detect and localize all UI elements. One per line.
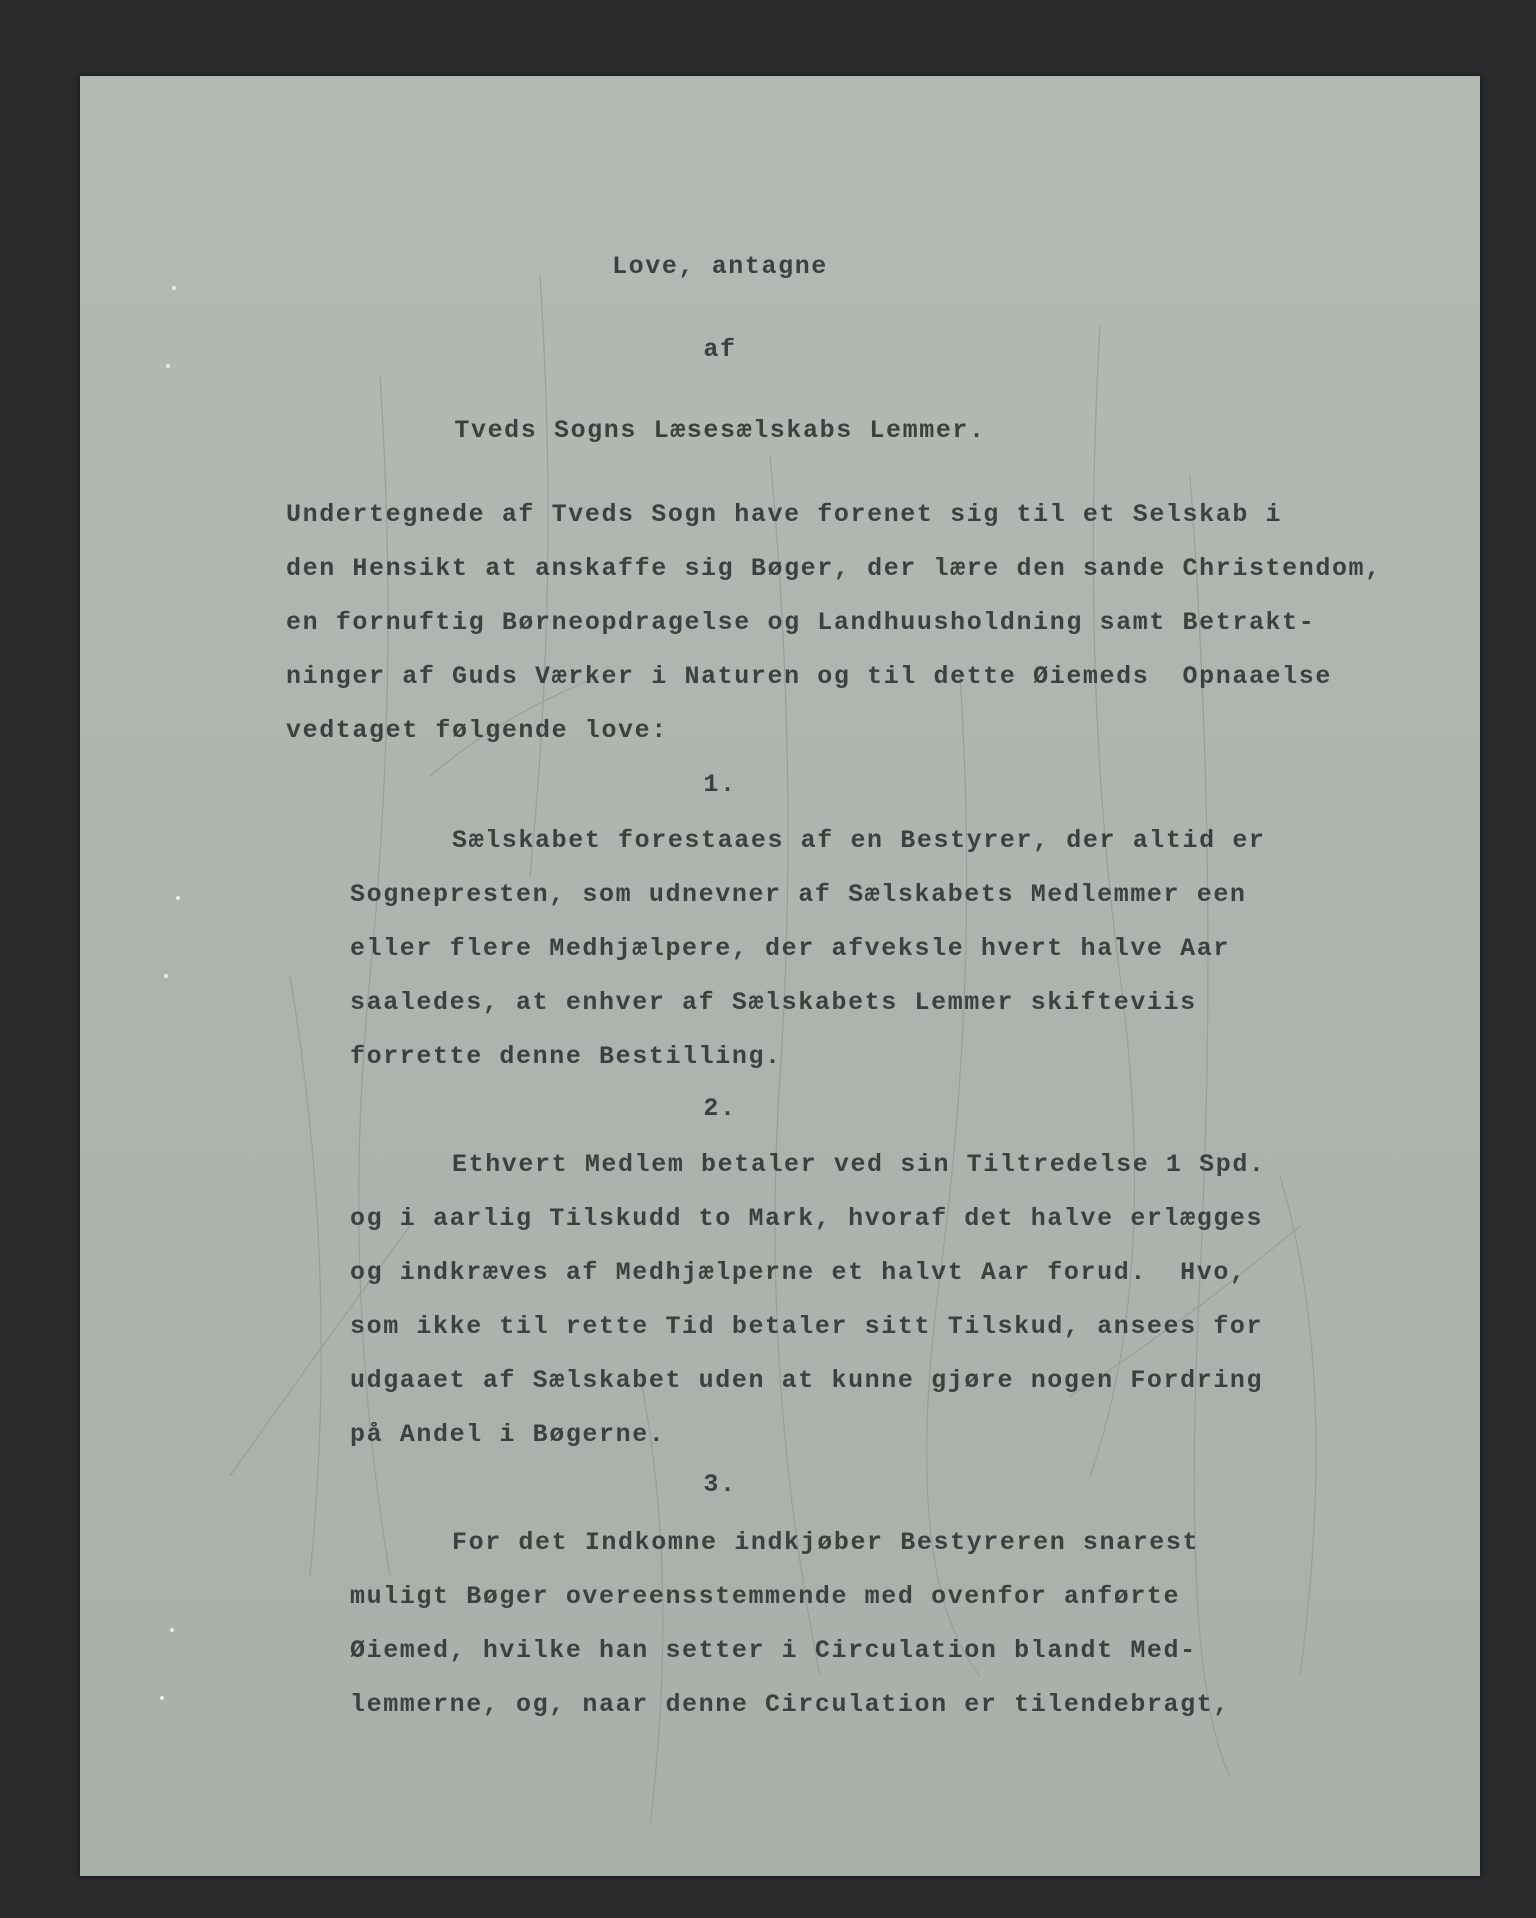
section-line: og indkræves af Medhjælperne et halvt Aar forud. Hvo, — [350, 1258, 1247, 1287]
punch-hole — [172, 286, 176, 290]
intro-line: vedtaget følgende love: — [286, 716, 668, 745]
section-line: Øiemed, hvilke han setter i Circulation blandt Med- — [350, 1636, 1197, 1665]
heading-society: Tveds Sogns Læsesælskabs Lemmer. — [454, 416, 986, 445]
punch-hole — [164, 974, 168, 978]
section-line: For det Indkomne indkjøber Bestyreren snarest — [452, 1528, 1200, 1557]
intro-line: Undertegnede af Tveds Sogn have forenet sig til et Selskab i — [286, 500, 1283, 529]
punch-hole — [160, 1696, 164, 1700]
heading-af: af — [703, 335, 737, 364]
section-number: 1. — [703, 770, 737, 799]
heading-title: Love, antagne — [612, 252, 828, 281]
section-line: Sognepresten, som udnevner af Sælskabets Medlemmer een — [350, 880, 1247, 909]
section-number: 3. — [703, 1470, 737, 1499]
punch-hole — [166, 364, 170, 368]
intro-line: en fornuftig Børneopdragelse og Landhuusholdning samt Betrakt- — [286, 608, 1316, 637]
intro-line: ninger af Guds Værker i Naturen og til dette Øiemeds Opnaaelse — [286, 662, 1332, 691]
section-line: udgaaet af Sælskabet uden at kunne gjøre nogen Fordring — [350, 1366, 1264, 1395]
section-line: på Andel i Bøgerne. — [350, 1420, 666, 1449]
section-line: saaledes, at enhver af Sælskabets Lemmer skifteviis — [350, 988, 1197, 1017]
intro-line: den Hensikt at anskaffe sig Bøger, der lære den sande Christendom, — [286, 554, 1382, 583]
section-line: som ikke til rette Tid betaler sitt Tilskud, ansees for — [350, 1312, 1264, 1341]
punch-hole — [176, 896, 180, 900]
section-line: eller flere Medhjælpere, der afveksle hvert halve Aar — [350, 934, 1230, 963]
section-line: lemmerne, og, naar denne Circulation er tilendebragt, — [350, 1690, 1230, 1719]
section-line: forrette denne Bestilling. — [350, 1042, 782, 1071]
section-line: og i aarlig Tilskudd to Mark, hvoraf det halve erlægges — [350, 1204, 1264, 1233]
section-line: muligt Bøger overeensstemmende med ovenfor anførte — [350, 1582, 1181, 1611]
section-number: 2. — [703, 1094, 737, 1123]
section-line: Ethvert Medlem betaler ved sin Tiltredelse 1 Spd. — [452, 1150, 1266, 1179]
section-line: Sælskabet forestaaes af en Bestyrer, der altid er — [452, 826, 1266, 855]
punch-hole — [170, 1628, 174, 1632]
